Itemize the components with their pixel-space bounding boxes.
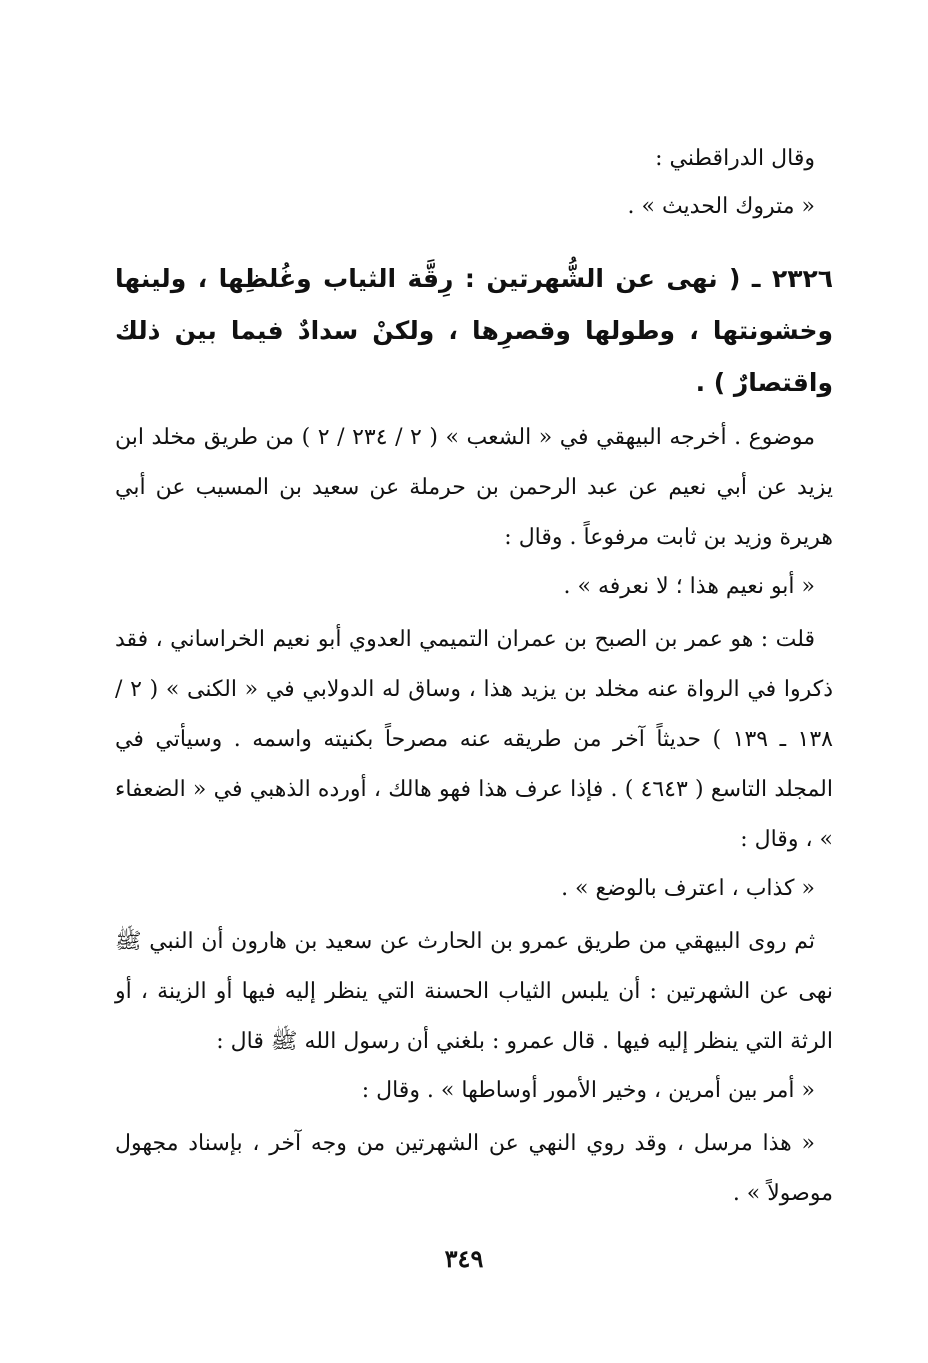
paragraph-mursal: « هذا مرسل ، وقد روي النهي عن الشهرتين من وجه آخر ، بإسناد مجهول موصولاً » . — [115, 1131, 833, 1206]
page-number: ٣٤٩ — [444, 1244, 484, 1273]
quote-kadhab: « كذاب ، اعترف بالوضع » . — [561, 876, 815, 901]
quote-amr: « أمر بين أمرين ، وخير الأمور أوساطها » . وقال : — [361, 1078, 815, 1103]
paragraph-bayhaqi: ثم روى البيهقي من طريق عمرو بن الحارث عن سعيد بن هارون أن النبي ﷺ نهى عن الشهرتين : أن يلبس الثياب الحسنة التي ينظر إليه فيها أو الزينة ، أو الرثة التي ينظر إليه فيها . قال عمرو : بلغني أن رسول الله ﷺ قال : — [115, 929, 833, 1054]
page-body — [115, 135, 833, 1255]
hadith-heading: ٢٣٢٦ ـ ( نهى عن الشُّهرتين : رِقَّة الثياب وغُلظِها ، ولينها وخشونتها ، وطولها وقصرِها ، ولكنْ سدادٌ فيما بين ذلك واقتصارٌ ) . — [115, 264, 833, 397]
paragraph-comment: قلت : هو عمر بن الصبح بن عمران التميمي العدوي أبو نعيم الخراساني ، فقد ذكروا في الرواة عنه مخلد بن يزيد هذا ، وساق له الدولابي في « الكنى » ( ٢ / ١٣٨ ـ ١٣٩ ) حديثاً آخر من طريقه عنه مصرحاً بكنيته واسمه . وسيأتي في المجلد التاسع ( ٤٦٤٣ ) . فإذا عرف هذا فهو هالك ، أورده الذهبي في « الضعفاء » ، وقال : — [115, 627, 834, 852]
paragraph-takhrij: موضوع . أخرجه البيهقي في « الشعب » ( ٢ / ٢٣٤ / ٢ ) من طريق مخلد ابن يزيد عن أبي نعيم عن عبد الرحمن بن حرملة عن سعيد بن المسيب عن أبي هريرة وزيد بن ثابت مرفوعاً . وقال : — [115, 425, 833, 550]
intro-line: وقال الدراقطني : — [655, 146, 815, 171]
intro-quote: « متروك الحديث » . — [627, 194, 815, 219]
quote-abu-nuaim: « أبو نعيم هذا ؛ لا نعرفه » . — [563, 574, 815, 599]
